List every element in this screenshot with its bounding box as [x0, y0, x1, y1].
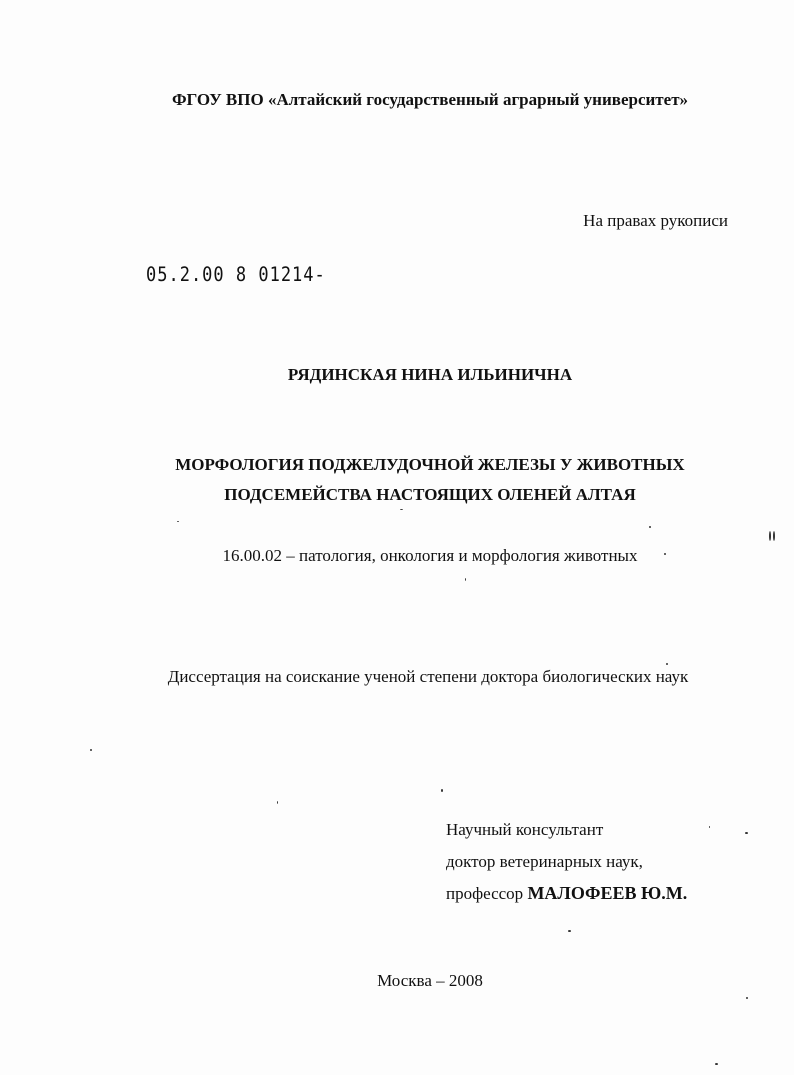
scan-speck	[277, 801, 278, 804]
scan-speck	[664, 553, 666, 555]
institution-name: ФГОУ ВПО «Алтайский государственный аграрный университет»	[171, 90, 689, 109]
scan-speck	[465, 578, 466, 581]
title-line-1: МОРФОЛОГИЯ ПОДЖЕЛУДОЧНОЙ ЖЕЛЕЗЫ У ЖИВОТНЫХ	[175, 455, 685, 474]
scan-speck	[649, 526, 651, 528]
consultant-role: Научный консультант	[446, 820, 604, 839]
city-year: Москва – 2008	[377, 971, 483, 990]
author-name: РЯДИНСКАЯ НИНА ИЛЬИНИЧНА	[287, 365, 573, 384]
scan-speck	[568, 930, 571, 932]
scan-speck	[709, 826, 710, 828]
scan-speck	[769, 531, 771, 541]
scan-speck	[441, 789, 443, 792]
rights-note: На правах рукописи	[583, 211, 728, 230]
registry-stamp: 05.2.00 8 01214-	[146, 263, 326, 287]
degree-statement: Диссертация на соискание ученой степени доктора биологических наук	[167, 667, 689, 686]
scan-speck	[400, 509, 403, 510]
scan-speck	[746, 997, 748, 999]
consultant-degree: доктор ветеринарных наук,	[446, 852, 643, 871]
scan-speck	[715, 1063, 718, 1065]
scan-speck	[666, 663, 668, 665]
consultant-line	[446, 884, 687, 902]
consultant-name: МАЛОФЕЕВ Ю.М.	[527, 883, 688, 903]
scan-speck	[90, 749, 92, 751]
scan-speck	[177, 521, 179, 522]
title-line-2: ПОДСЕМЕЙСТВА НАСТОЯЩИХ ОЛЕНЕЙ АЛТАЯ	[224, 485, 636, 504]
scan-speck	[773, 531, 775, 541]
consultant-title: профессор	[446, 884, 524, 903]
scan-speck	[745, 832, 748, 834]
specialty-code: 16.00.02 – патология, онкология и морфология животных	[222, 546, 638, 565]
